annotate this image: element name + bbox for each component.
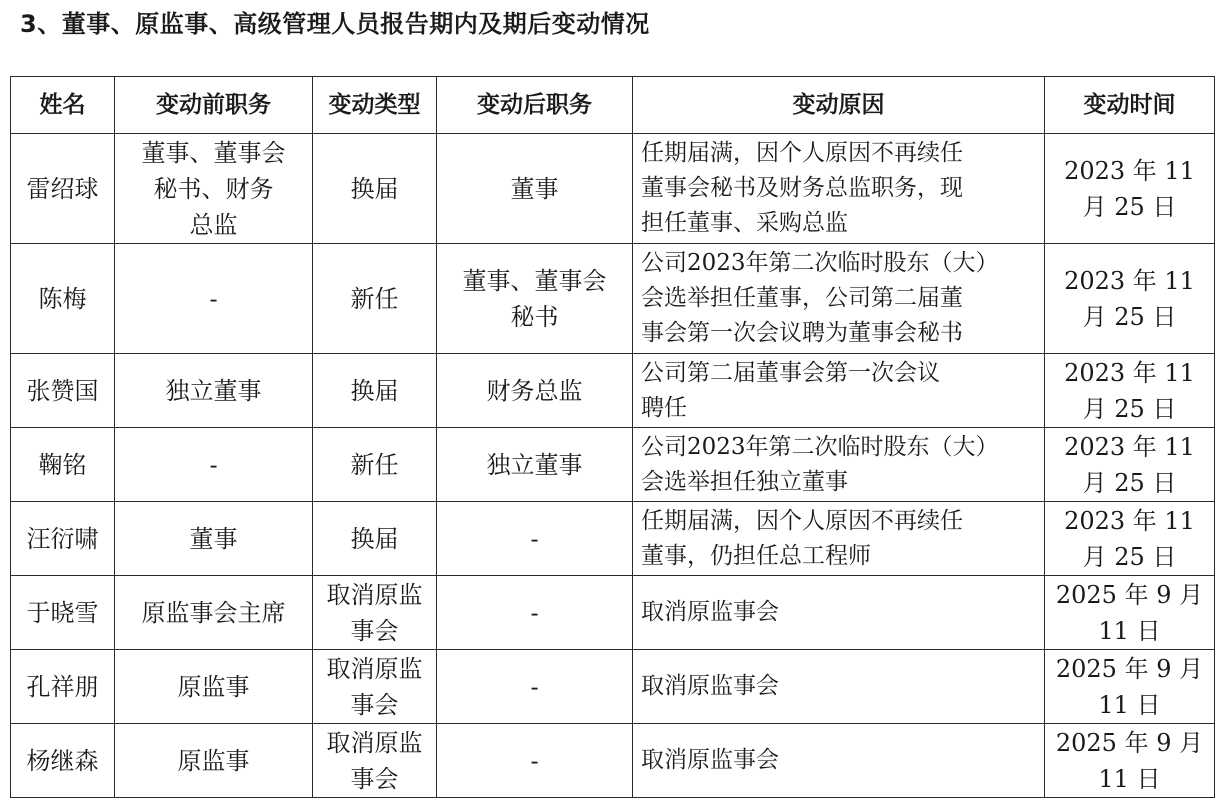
table-row — [11, 502, 1215, 576]
cell-change-reason: 公司2023年第二次临时股东（大） 会选举担任董事，公司第二届董 事会第一次会议聘为董事会秘书 — [633, 244, 1045, 354]
cell-position-before: 独立董事 — [115, 354, 313, 428]
cell-change-type: 取消原监 事会 — [313, 724, 437, 798]
cell-change-time: 2023 年 11 月 25 日 — [1045, 244, 1215, 354]
cell-position-after: - — [437, 502, 633, 576]
cell-position-before: 董事 — [115, 502, 313, 576]
cell-change-type: 取消原监 事会 — [313, 576, 437, 650]
table-row — [11, 354, 1215, 428]
cell-name: 陈梅 — [11, 244, 115, 354]
cell-name: 鞠铭 — [11, 428, 115, 502]
cell-position-after: - — [437, 576, 633, 650]
cell-position-before: - — [115, 428, 313, 502]
cell-change-time: 2023 年 11 月 25 日 — [1045, 428, 1215, 502]
cell-position-before: 原监事会主席 — [115, 576, 313, 650]
table-row — [11, 244, 1215, 354]
table-row — [11, 428, 1215, 502]
cell-change-time: 2025 年 9 月 11 日 — [1045, 650, 1215, 724]
cell-change-reason: 任期届满，因个人原因不再续任 董事，仍担任总工程师 — [633, 502, 1045, 576]
cell-name: 张赞国 — [11, 354, 115, 428]
cell-name: 杨继森 — [11, 724, 115, 798]
cell-name: 于晓雪 — [11, 576, 115, 650]
cell-position-before: 原监事 — [115, 724, 313, 798]
cell-change-reason: 任期届满，因个人原因不再续任 董事会秘书及财务总监职务，现 担任董事、采购总监 — [633, 134, 1045, 244]
header-change-type: 变动类型 — [313, 77, 437, 134]
table-row — [11, 650, 1215, 724]
cell-change-reason: 公司第二届董事会第一次会议 聘任 — [633, 354, 1045, 428]
cell-change-type: 取消原监 事会 — [313, 650, 437, 724]
cell-position-after: 独立董事 — [437, 428, 633, 502]
section-heading: 3、董事、原监事、高级管理人员报告期内及期后变动情况 — [20, 10, 650, 38]
personnel-change-table — [10, 76, 1215, 798]
cell-position-after: - — [437, 650, 633, 724]
cell-change-type: 换届 — [313, 502, 437, 576]
cell-position-before: 董事、董事会 秘书、财务 总监 — [115, 134, 313, 244]
table-row — [11, 724, 1215, 798]
cell-change-reason: 取消原监事会 — [633, 724, 1045, 798]
table-row — [11, 576, 1215, 650]
cell-change-type: 新任 — [313, 244, 437, 354]
cell-change-reason: 取消原监事会 — [633, 650, 1045, 724]
cell-change-type: 新任 — [313, 428, 437, 502]
header-position-before: 变动前职务 — [115, 77, 313, 134]
cell-change-time: 2025 年 9 月 11 日 — [1045, 724, 1215, 798]
cell-change-reason: 取消原监事会 — [633, 576, 1045, 650]
header-position-after: 变动后职务 — [437, 77, 633, 134]
cell-change-reason: 公司2023年第二次临时股东（大） 会选举担任独立董事 — [633, 428, 1045, 502]
cell-name: 雷绍球 — [11, 134, 115, 244]
cell-name: 孔祥朋 — [11, 650, 115, 724]
cell-position-after: 董事 — [437, 134, 633, 244]
table-header-row — [11, 77, 1215, 134]
cell-change-type: 换届 — [313, 134, 437, 244]
cell-change-time: 2023 年 11 月 25 日 — [1045, 134, 1215, 244]
cell-change-type: 换届 — [313, 354, 437, 428]
table-row — [11, 134, 1215, 244]
cell-position-after: 董事、董事会 秘书 — [437, 244, 633, 354]
cell-position-after: - — [437, 724, 633, 798]
cell-name: 汪衍啸 — [11, 502, 115, 576]
cell-position-before: 原监事 — [115, 650, 313, 724]
header-change-reason: 变动原因 — [633, 77, 1045, 134]
header-change-time: 变动时间 — [1045, 77, 1215, 134]
cell-change-time: 2023 年 11 月 25 日 — [1045, 354, 1215, 428]
header-name: 姓名 — [11, 77, 115, 134]
cell-position-before: - — [115, 244, 313, 354]
cell-change-time: 2023 年 11 月 25 日 — [1045, 502, 1215, 576]
cell-position-after: 财务总监 — [437, 354, 633, 428]
cell-change-time: 2025 年 9 月 11 日 — [1045, 576, 1215, 650]
